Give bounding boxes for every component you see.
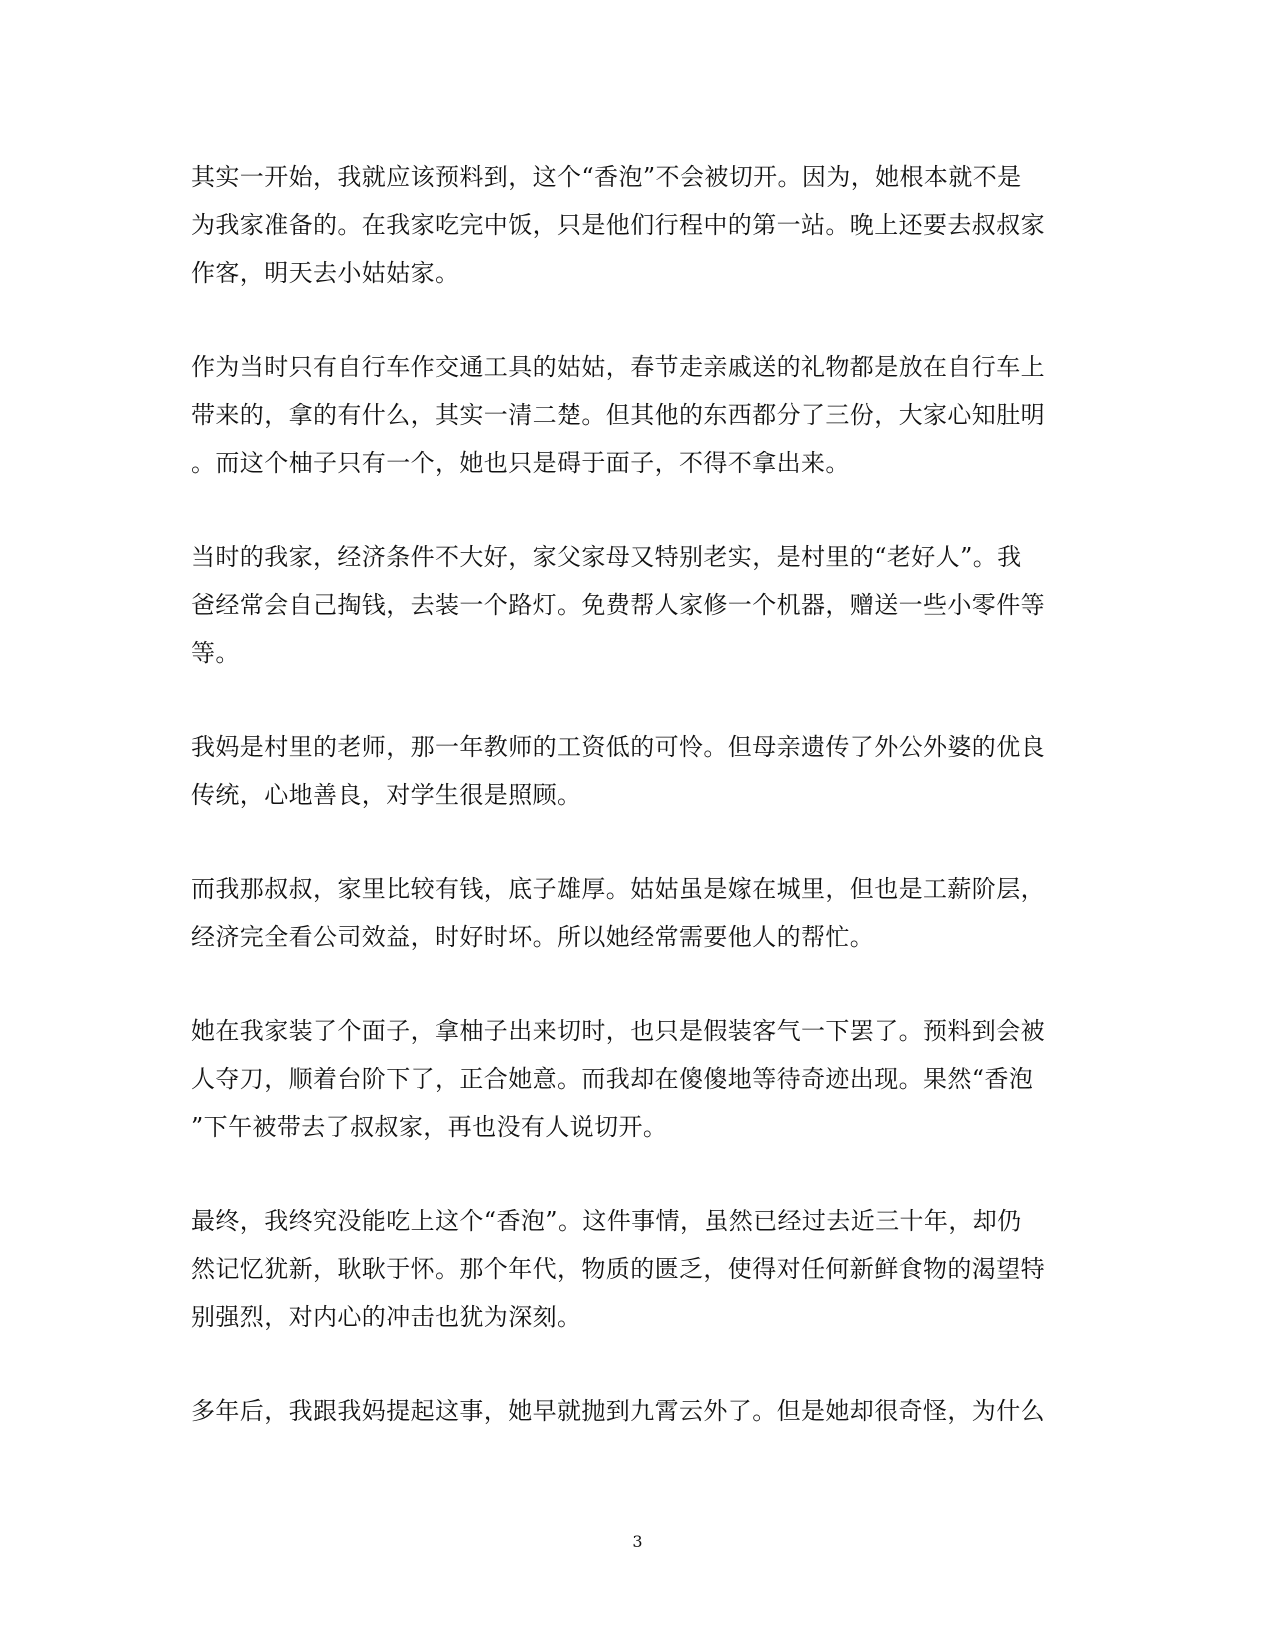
text-line: 最终，我终究没能吃上这个“香泡”。这件事情，虽然已经过去近三十年，却仍: [191, 1207, 1022, 1235]
text-line: 我妈是村里的老师，那一年教师的工资低的可怜。但母亲遗传了外公外婆的优良: [191, 733, 1045, 761]
text-line: ”下午被带去了叔叔家，再也没有人说切开。: [191, 1113, 668, 1141]
text-line: 传统，心地善良，对学生很是照顾。: [191, 781, 582, 809]
paragraph-5: [191, 865, 1071, 961]
text-line: 为我家准备的。在我家吃完中饭，只是他们行程中的第一站。晚上还要去叔叔家: [191, 211, 1045, 239]
text-line: 别强烈，对内心的冲击也犹为深刻。: [191, 1303, 582, 1331]
text-line: 作客，明天去小姑姑家。: [191, 259, 460, 287]
paragraph-8: [191, 1387, 1071, 1435]
text-line: 等。: [191, 639, 240, 667]
text-line: 其实一开始，我就应该预料到，这个“香泡”不会被切开。因为，她根本就不是: [191, 163, 1022, 191]
text-line: 当时的我家，经济条件不大好，家父家母又特别老实，是村里的“老好人”。我: [191, 543, 1022, 571]
text-line: 带来的，拿的有什么，其实一清二楚。但其他的东西都分了三份，大家心知肚明: [191, 401, 1045, 429]
paragraph-2: [191, 343, 1071, 487]
text-line: 她在我家装了个面子，拿柚子出来切时，也只是假装客气一下罢了。预料到会被: [191, 1017, 1045, 1045]
text-line: 经济完全看公司效益，时好时坏。所以她经常需要他人的帮忙。: [191, 923, 875, 951]
paragraph-4: [191, 723, 1071, 819]
text-line: 。而这个柚子只有一个，她也只是碍于面子，不得不拿出来。: [191, 449, 850, 477]
paragraph-1: [191, 153, 1071, 297]
text-line: 然记忆犹新，耿耿于怀。那个年代，物质的匮乏，使得对任何新鲜食物的渴望特: [191, 1255, 1045, 1283]
body-text: [191, 153, 1071, 1481]
text-line: 作为当时只有自行车作交通工具的姑姑，春节走亲戚送的礼物都是放在自行车上: [191, 353, 1045, 381]
paragraph-3: [191, 533, 1071, 677]
text-line: 多年后，我跟我妈提起这事，她早就抛到九霄云外了。但是她却很奇怪，为什么: [191, 1397, 1045, 1425]
text-line: 爸经常会自己掏钱，去装一个路灯。免费帮人家修一个机器，赠送一些小零件等: [191, 591, 1045, 619]
paragraph-7: [191, 1197, 1071, 1341]
text-line: 人夺刀，顺着台阶下了，正合她意。而我却在傻傻地等待奇迹出现。果然“香泡: [191, 1065, 1034, 1093]
text-line: 而我那叔叔，家里比较有钱，底子雄厚。姑姑虽是嫁在城里，但也是工薪阶层，: [191, 875, 1045, 903]
paragraph-6: [191, 1007, 1071, 1151]
page-number: 3: [632, 1532, 643, 1551]
